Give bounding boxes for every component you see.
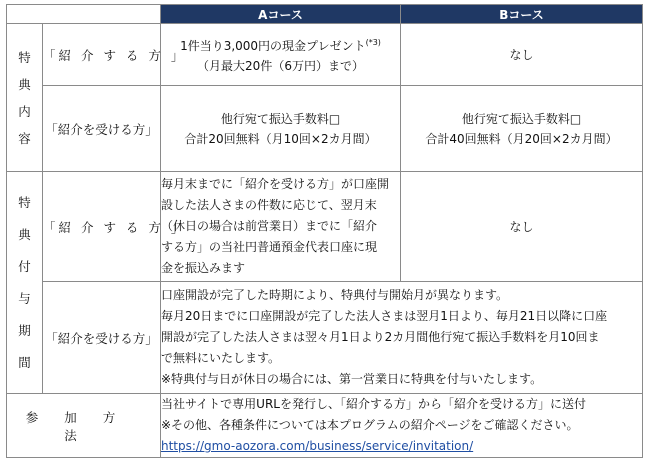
a-benefit-introducer-line1: 1件当り3,000円の現金プレゼント [180, 39, 366, 53]
period-referred-line: 開設が完了した法人さまは翌々月1日より2カ月間他行宛て振込手数料を月10回ま [161, 330, 600, 344]
period-label-char: 間 [18, 354, 31, 370]
footnote-marker: (*3) [365, 38, 381, 47]
period-referred-line: 口座開設が完了した時期により、特典付与開始月が異なります。 [161, 288, 509, 302]
b-benefit-referred-cell [401, 86, 643, 172]
b-period-introducer-cell: なし [401, 172, 643, 282]
campaign-table [6, 4, 643, 458]
method-label: 参加方法 [7, 394, 161, 458]
benefit-label-char: 容 [18, 130, 31, 146]
period-introducer-label: 「紹 介 す る 方 」 [43, 172, 161, 282]
period-referred-line: 毎月20日までに口座開設が完了した法人さまは翌月1日より、毎月21日以降に口座 [161, 309, 608, 323]
a-benefit-referred-line1: 他行宛て振込手数料□ [220, 111, 341, 126]
period-group-label [7, 172, 43, 394]
a-period-line: 金を振込みます [161, 261, 246, 275]
benefit-group-label [7, 24, 43, 172]
period-label-char: 特 [18, 194, 31, 210]
b-benefit-introducer-cell: なし [401, 24, 643, 86]
a-benefit-introducer-line2: （月最大20件（6万円）まで） [197, 59, 364, 73]
benefit-label-char: 特 [18, 49, 31, 65]
a-period-line: 毎月末までに「紹介を受ける方」が口座開 [161, 177, 390, 191]
a-period-line: する方」の当社円普通預金代表口座に現 [161, 240, 378, 254]
period-label-char: 典 [18, 226, 31, 242]
period-label-char: 期 [18, 322, 31, 338]
benefit-introducer-label: 「紹 介 す る 方 」 [43, 24, 161, 86]
header-a-course: Aコース [161, 5, 401, 24]
a-period-line: （休日の場合は前営業日）までに「紹介 [161, 219, 378, 233]
a-benefit-referred-line2: 合計20回無料（月10回×2カ月間） [184, 131, 377, 146]
period-referred-line: で無料にいたします。 [161, 351, 281, 365]
period-referred-line: ※特典付与日が休日の場合には、第一営業日に特典を付与いたします。 [161, 372, 543, 386]
period-referred-label: 「紹介を受ける方」 [43, 282, 161, 394]
a-benefit-introducer-cell [161, 24, 401, 86]
benefit-label-char: 典 [18, 76, 31, 92]
benefit-label-char: 内 [18, 103, 31, 119]
method-line1: 当社サイトで専用URLを発行し、「紹介する方」から「紹介を受ける方」に送付 [161, 397, 586, 411]
period-referred-cell [161, 282, 643, 394]
benefit-referred-label: 「紹介を受ける方」 [43, 86, 161, 172]
invitation-url-link[interactable]: https://gmo-aozora.com/business/service/invitation/ [161, 439, 474, 453]
a-period-introducer-cell [161, 172, 401, 282]
method-cell [161, 394, 643, 458]
a-benefit-referred-cell [161, 86, 401, 172]
b-benefit-referred-line1: 他行宛て振込手数料□ [461, 111, 582, 126]
period-label-char: 与 [18, 290, 31, 306]
period-label-char: 付 [18, 258, 31, 274]
header-b-course: Bコース [401, 5, 643, 24]
a-period-line: 設した法人さまの件数に応じて、翌月末 [161, 198, 377, 212]
header-blank-cell [7, 5, 161, 24]
method-line2: ※その他、各種条件については本プログラムの紹介ページをご確認ください。 [161, 418, 579, 432]
b-benefit-referred-line2: 合計40回無料（月20回×2カ月間） [425, 131, 618, 146]
